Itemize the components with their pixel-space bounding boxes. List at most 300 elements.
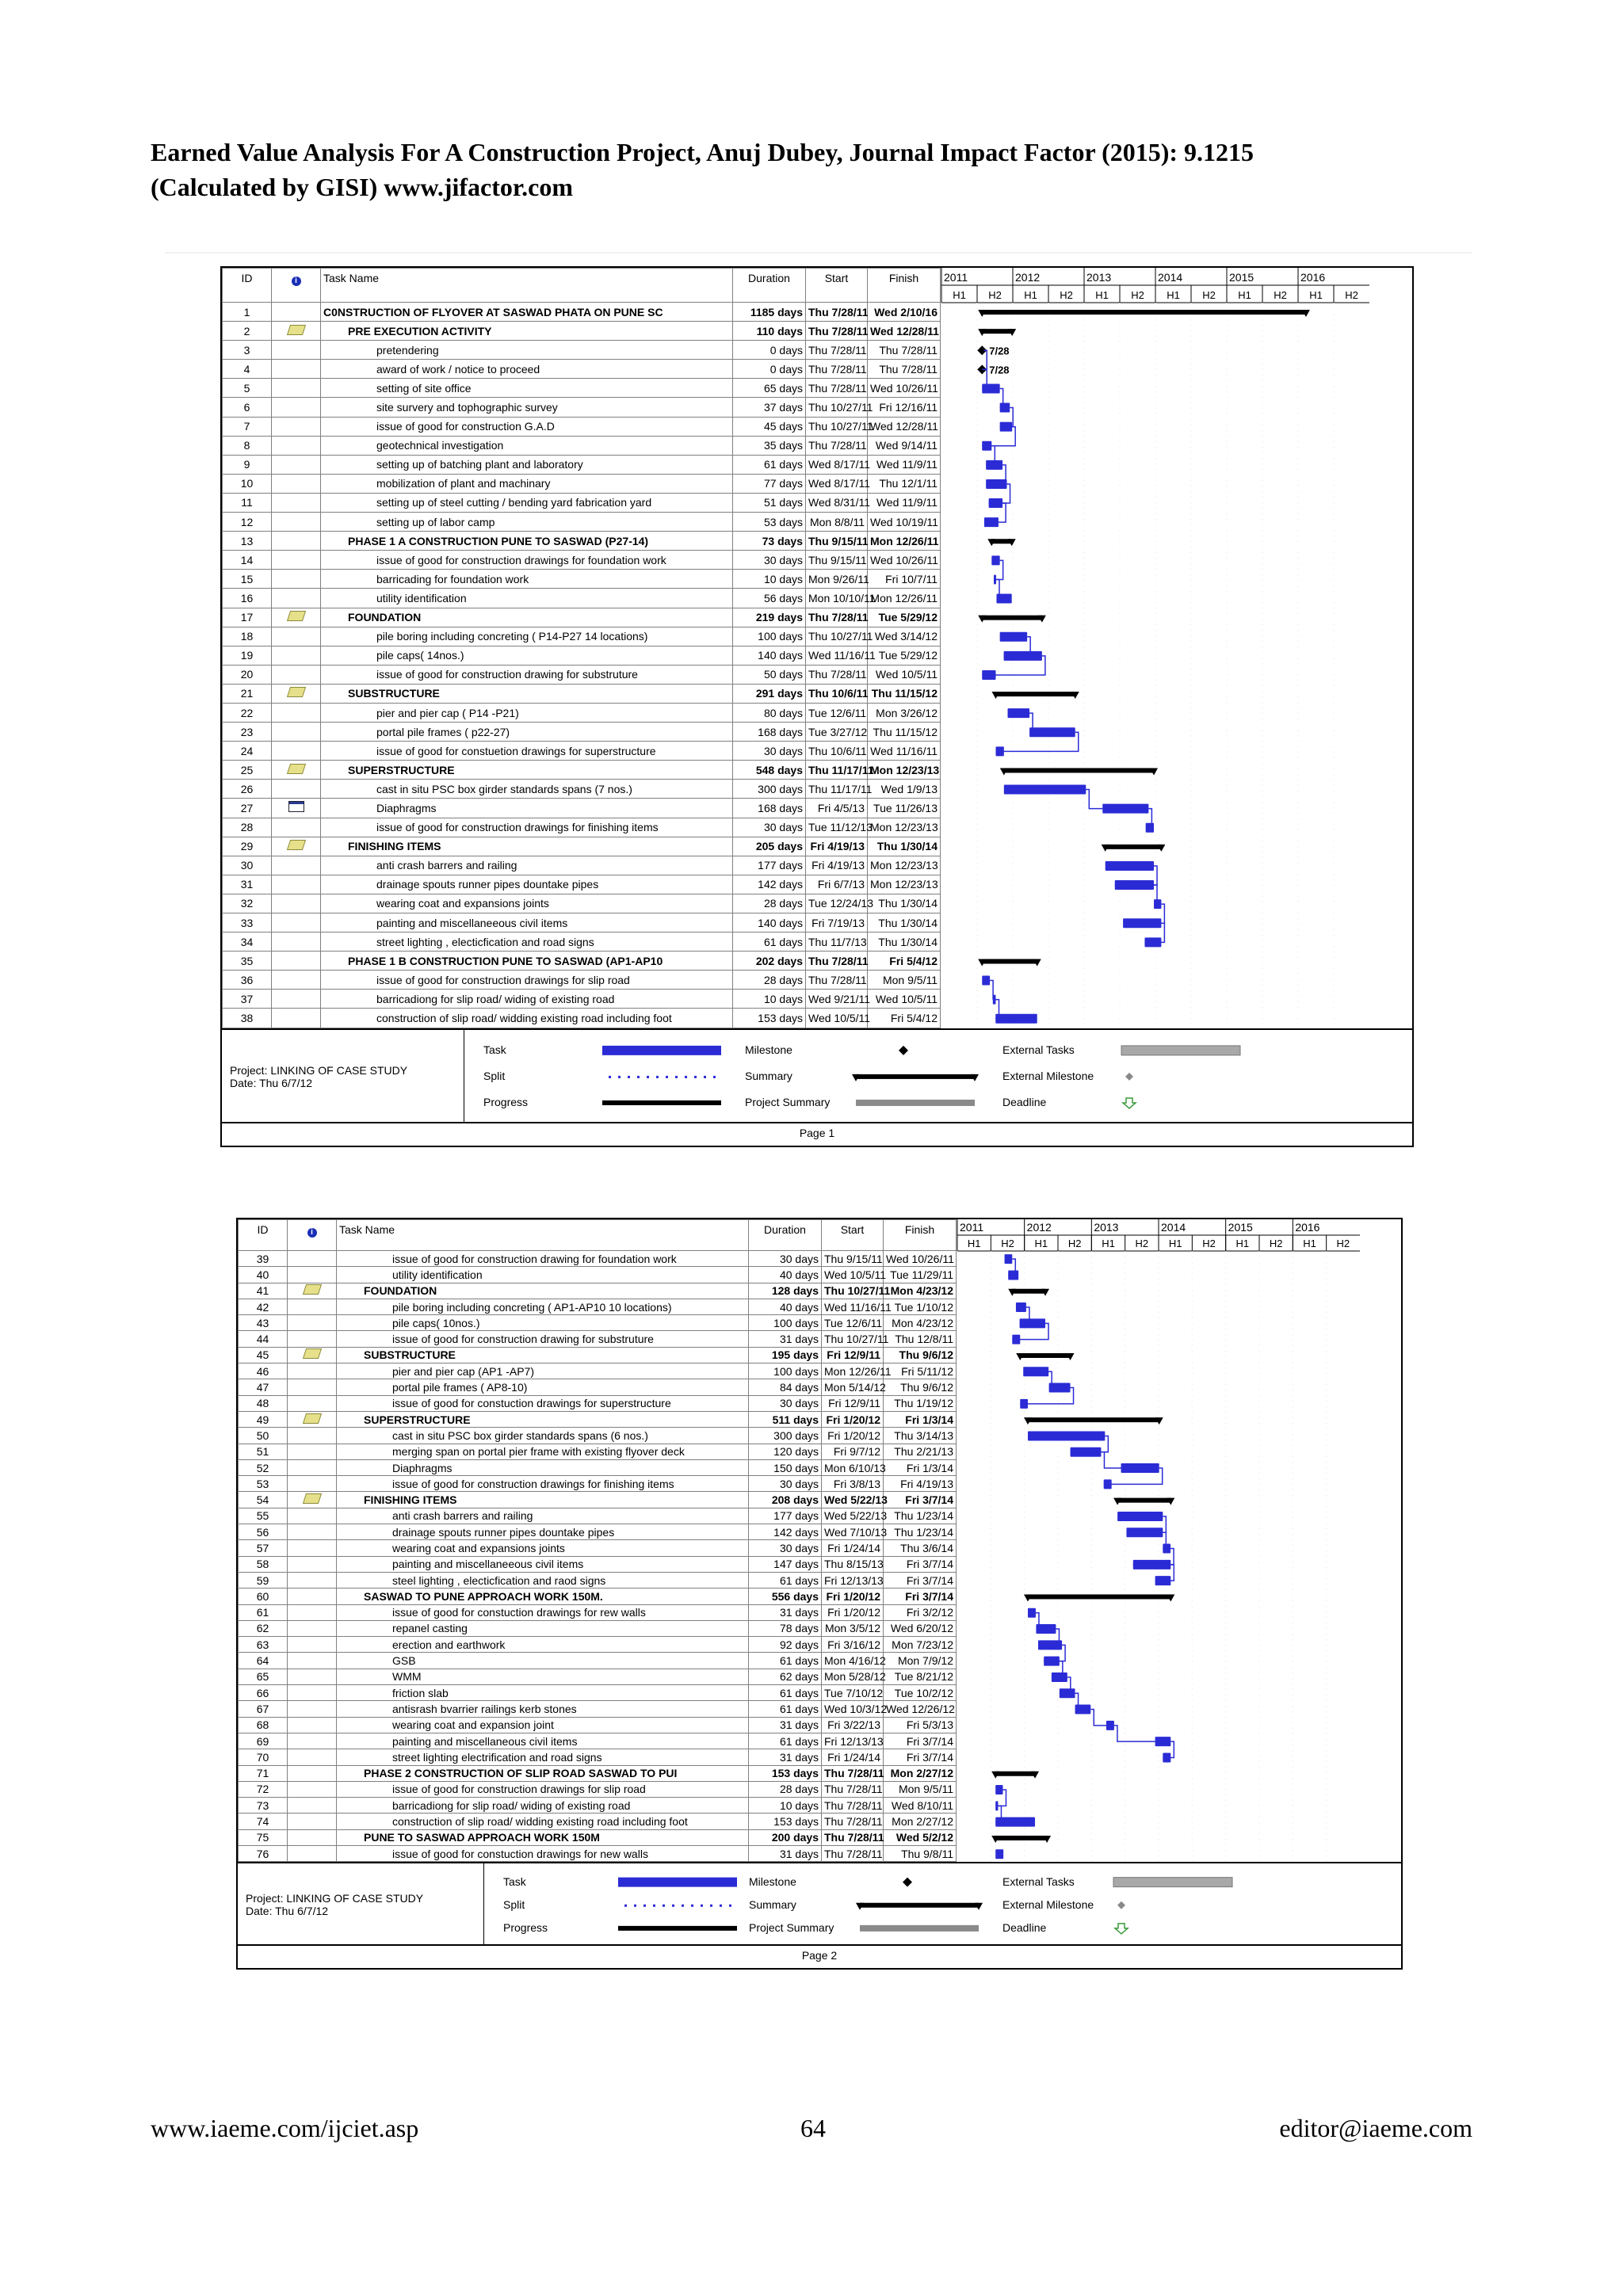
task-name[interactable]: GSB: [337, 1653, 749, 1669]
column-header-finish[interactable]: Finish: [884, 1220, 957, 1251]
task-row[interactable]: [239, 1363, 957, 1379]
task-row[interactable]: [223, 933, 941, 952]
task-row[interactable]: [239, 1604, 957, 1620]
task-row[interactable]: [223, 1009, 941, 1028]
task-finish: Thu 7/28/11: [868, 341, 941, 360]
task-indicator: [272, 360, 321, 379]
task-row[interactable]: [239, 1331, 957, 1347]
task-name[interactable]: portal pile frames ( AP8-10): [337, 1379, 749, 1395]
task-finish: Tue 5/29/12: [868, 608, 941, 627]
task-finish: Thu 1/30/14: [868, 913, 941, 933]
task-row[interactable]: [239, 1379, 957, 1395]
task-finish: Wed 12/26/12: [884, 1701, 957, 1717]
task-start: Thu 7/28/11: [806, 379, 868, 398]
column-header-start[interactable]: Start: [822, 1220, 884, 1251]
task-indicator: [288, 1653, 337, 1669]
task-row[interactable]: [223, 627, 941, 646]
task-bar[interactable]: [1106, 861, 1154, 871]
task-duration: 142 days: [749, 1524, 822, 1540]
task-row[interactable]: [223, 474, 941, 493]
task-duration: 168 days: [733, 723, 806, 742]
task-row[interactable]: [239, 1814, 957, 1829]
legend-split-dot: [691, 1905, 693, 1907]
column-header-task-name[interactable]: Task Name: [321, 269, 733, 303]
footer-url[interactable]: www.iaeme.com/ijciet.asp: [151, 2114, 419, 2142]
task-name[interactable]: antisrash bvarrier railings kerb stones: [337, 1701, 749, 1717]
task-row[interactable]: [239, 1347, 957, 1363]
task-name[interactable]: anti crash barrers and railing: [337, 1508, 749, 1524]
task-duration: 40 days: [749, 1299, 822, 1314]
task-row[interactable]: [223, 990, 941, 1009]
task-row[interactable]: [223, 379, 941, 398]
task-row[interactable]: [239, 1572, 957, 1588]
task-row[interactable]: [223, 894, 941, 913]
task-start: Tue 12/6/11: [822, 1315, 884, 1331]
task-name[interactable]: drainage spouts runner pipes dountake pipes: [337, 1524, 749, 1540]
task-row[interactable]: [223, 646, 941, 665]
task-row[interactable]: [223, 875, 941, 894]
task-name[interactable]: issue of good for constuction drawings for new walls: [337, 1845, 749, 1861]
task-indicator: [288, 1556, 337, 1572]
task-bar[interactable]: [1117, 1512, 1163, 1521]
task-name[interactable]: erection and earthwork: [337, 1637, 749, 1653]
task-indicator: [288, 1637, 337, 1653]
gantt-chart: [957, 1219, 1360, 1862]
task-name[interactable]: issue of good for construction drawings for foundation work: [321, 551, 733, 570]
task-id: 41: [239, 1283, 288, 1299]
task-duration: 31 days: [749, 1331, 822, 1347]
task-name[interactable]: wearing coat and expansions joints: [337, 1540, 749, 1556]
task-row[interactable]: [223, 436, 941, 455]
task-name[interactable]: pile boring including concreting ( AP1-AP10 10 locations): [337, 1299, 749, 1314]
task-row[interactable]: [239, 1845, 957, 1861]
task-indicator: [272, 646, 321, 665]
task-bar[interactable]: [1121, 1463, 1159, 1473]
task-id: 71: [239, 1765, 288, 1781]
task-row[interactable]: [223, 780, 941, 799]
task-row[interactable]: [223, 703, 941, 722]
column-header-indicators[interactable]: [288, 1220, 337, 1251]
task-name[interactable]: SASWAD TO PUNE APPROACH WORK 150M.: [337, 1589, 749, 1604]
task-bar[interactable]: [1000, 632, 1027, 642]
column-header-finish[interactable]: Finish: [868, 269, 941, 303]
summary-bar[interactable]: [982, 959, 1037, 963]
task-row[interactable]: [239, 1653, 957, 1669]
legend-external-milestone-label: External Milestone: [1002, 1069, 1094, 1082]
task-name[interactable]: SUBSTRUCTURE: [321, 684, 733, 703]
task-name[interactable]: award of work / notice to proceed: [321, 360, 733, 379]
task-row[interactable]: [223, 952, 941, 971]
task-name[interactable]: utility identification: [337, 1267, 749, 1283]
task-indicator: [288, 1379, 337, 1395]
legend-external-tasks-symbol: [1121, 1046, 1240, 1055]
task-name[interactable]: street lighting , electicfication and road signs: [321, 933, 733, 952]
task-row[interactable]: [223, 360, 941, 379]
task-row[interactable]: [239, 1492, 957, 1508]
task-name[interactable]: WMM: [337, 1669, 749, 1684]
task-row[interactable]: [223, 493, 941, 512]
task-row[interactable]: [239, 1283, 957, 1299]
summary-bar[interactable]: [982, 310, 1306, 315]
task-id: 55: [239, 1508, 288, 1524]
task-start: Fri 3/22/13: [822, 1717, 884, 1733]
legend-task-symbol: [618, 1878, 737, 1887]
task-row[interactable]: [223, 341, 941, 360]
task-row[interactable]: [239, 1508, 957, 1524]
task-start: Fri 1/20/12: [822, 1589, 884, 1604]
summary-bar[interactable]: [1004, 768, 1154, 772]
task-indicator: [288, 1685, 337, 1701]
task-finish: Wed 10/26/11: [884, 1251, 957, 1267]
task-start: Tue 12/6/11: [806, 703, 868, 722]
task-bar[interactable]: [995, 1785, 1002, 1794]
task-id: 54: [239, 1492, 288, 1508]
task-id: 53: [239, 1476, 288, 1492]
task-duration: 556 days: [749, 1589, 822, 1604]
task-name[interactable]: merging span on portal pier frame with existing flyover deck: [337, 1444, 749, 1459]
task-row[interactable]: [239, 1765, 957, 1781]
task-finish: Thu 2/21/13: [884, 1444, 957, 1459]
task-indicator: [272, 684, 321, 703]
legend-split-dot: [713, 1076, 716, 1078]
task-name[interactable]: issue of good for construction drawing for foundation work: [337, 1251, 749, 1267]
task-name[interactable]: issue of good for construction drawings for finishing items: [337, 1476, 749, 1492]
task-row[interactable]: [223, 608, 941, 627]
task-finish: Fri 3/7/14: [884, 1572, 957, 1588]
year-label: 2013: [1094, 1221, 1119, 1234]
task-row[interactable]: [223, 723, 941, 742]
task-name[interactable]: steel lighting , electicfication and raod signs: [337, 1572, 749, 1588]
task-indicator: [288, 1733, 337, 1749]
task-row[interactable]: [223, 799, 941, 818]
task-bar[interactable]: [1106, 1721, 1114, 1730]
summary-bar[interactable]: [982, 329, 1012, 334]
task-indicator: [288, 1540, 337, 1556]
task-table: [238, 1219, 957, 1862]
task-row[interactable]: [239, 1620, 957, 1636]
dependency-link: [1114, 1726, 1155, 1741]
task-name[interactable]: utility identification: [321, 589, 733, 608]
task-name[interactable]: setting up of steel cutting / bending yard fabrication yard: [321, 493, 733, 512]
column-header-duration[interactable]: Duration: [733, 269, 806, 303]
table-header-row: [239, 1220, 957, 1251]
task-bar[interactable]: [995, 1849, 1003, 1859]
task-bar[interactable]: [995, 1014, 1037, 1024]
task-duration: 61 days: [749, 1733, 822, 1749]
column-header-indicators[interactable]: [272, 269, 321, 303]
task-start: Thu 7/28/11: [806, 303, 868, 322]
legend-split-dot: [710, 1905, 712, 1907]
task-row[interactable]: [223, 665, 941, 684]
task-start: Fri 3/8/13: [822, 1476, 884, 1492]
task-id: 75: [239, 1829, 288, 1845]
task-finish: Fri 3/7/14: [884, 1749, 957, 1765]
task-name[interactable]: street lighting electrification and road signs: [337, 1749, 749, 1765]
summary-bar[interactable]: [995, 692, 1075, 696]
task-bar[interactable]: [1005, 1254, 1013, 1264]
task-name[interactable]: PHASE 1 B CONSTRUCTION PUNE TO SASWAD (AP1-AP10: [321, 952, 733, 971]
task-row[interactable]: [239, 1556, 957, 1572]
task-name[interactable]: issue of good for construction drawings for slip road: [321, 971, 733, 990]
task-name[interactable]: painting and miscellaneeous civil items: [321, 913, 733, 933]
task-name[interactable]: SUPERSTRUCTURE: [337, 1411, 749, 1427]
task-name[interactable]: geotechnical investigation: [321, 436, 733, 455]
task-indicator: [288, 1589, 337, 1604]
task-name[interactable]: pier and pier cap (AP1 -AP7): [337, 1363, 749, 1379]
task-row[interactable]: [239, 1267, 957, 1283]
legend-deadline-label: Deadline: [1002, 1921, 1047, 1935]
task-bar[interactable]: [1029, 727, 1075, 737]
column-header-id[interactable]: ID: [223, 269, 272, 303]
legend-external-tasks-label: External Tasks: [1002, 1875, 1075, 1889]
task-name[interactable]: PHASE 2 CONSTRUCTION OF SLIP ROAD SASWAD TO PUI: [337, 1765, 749, 1781]
task-name[interactable]: wearing coat and expansion joint: [337, 1717, 749, 1733]
task-name[interactable]: C0NSTRUCTION OF FLYOVER AT SASWAD PHATA ON PUNE SC: [321, 303, 733, 322]
task-id: 35: [223, 952, 272, 971]
task-row[interactable]: [239, 1685, 957, 1701]
legend-box: [238, 1862, 1401, 1946]
task-row[interactable]: [239, 1589, 957, 1604]
task-row[interactable]: [239, 1444, 957, 1459]
task-id: 62: [239, 1620, 288, 1636]
task-name[interactable]: setting up of labor camp: [321, 513, 733, 532]
task-duration: 140 days: [733, 913, 806, 933]
task-name[interactable]: pier and pier cap ( P14 -P21): [321, 703, 733, 722]
task-row[interactable]: [239, 1637, 957, 1653]
task-name[interactable]: site survery and tophographic survey: [321, 398, 733, 417]
task-indicator: [272, 455, 321, 474]
task-name[interactable]: mobilization of plant and machinary: [321, 474, 733, 493]
task-name[interactable]: setting up of batching plant and laboratory: [321, 455, 733, 474]
task-row[interactable]: [223, 417, 941, 436]
task-id: 34: [223, 933, 272, 952]
task-row[interactable]: [223, 570, 941, 589]
task-row[interactable]: [223, 513, 941, 532]
task-row[interactable]: [239, 1315, 957, 1331]
task-id: 50: [239, 1428, 288, 1444]
task-row[interactable]: [239, 1540, 957, 1556]
task-start: Fri 4/19/13: [806, 837, 868, 856]
task-name[interactable]: issue of good for construction G.A.D: [321, 417, 733, 436]
legend-project-summary-label: Project Summary: [749, 1921, 834, 1935]
task-row[interactable]: [239, 1395, 957, 1411]
task-bar[interactable]: [1155, 1737, 1171, 1746]
task-duration: 153 days: [749, 1765, 822, 1781]
legend-split-dot: [729, 1905, 731, 1907]
task-row[interactable]: [239, 1476, 957, 1492]
task-name[interactable]: portal pile frames ( p22-27): [321, 723, 733, 742]
task-bar[interactable]: [991, 555, 999, 565]
task-row[interactable]: [223, 398, 941, 417]
task-row[interactable]: [239, 1733, 957, 1749]
task-name[interactable]: issue of good for construction drawings for slip road: [337, 1781, 749, 1797]
task-name[interactable]: drainage spouts runner pipes dountake pipes: [321, 875, 733, 894]
task-indicator: [288, 1267, 337, 1283]
task-id: 45: [239, 1347, 288, 1363]
task-name[interactable]: issue of good for construction drawing for substruture: [337, 1331, 749, 1347]
task-row[interactable]: [223, 742, 941, 761]
task-finish: Mon 7/9/12: [884, 1653, 957, 1669]
column-header-task-name[interactable]: Task Name: [337, 1220, 749, 1251]
task-row[interactable]: [223, 303, 941, 322]
task-duration: 30 days: [733, 742, 806, 761]
task-row[interactable]: [223, 684, 941, 703]
half-label: H2: [1067, 1238, 1082, 1249]
task-name[interactable]: cast in situ PSC box girder standards spans (6 nos.): [337, 1428, 749, 1444]
column-header-id[interactable]: ID: [239, 1220, 288, 1251]
task-id: 33: [223, 913, 272, 933]
task-name[interactable]: setting of site office: [321, 379, 733, 398]
task-table: [222, 268, 941, 1028]
task-row[interactable]: [239, 1428, 957, 1444]
task-name[interactable]: friction slab: [337, 1685, 749, 1701]
task-row[interactable]: [223, 818, 941, 837]
task-name[interactable]: anti crash barrers and railing: [321, 856, 733, 875]
task-finish: Wed 3/14/12: [868, 627, 941, 646]
year-label: 2011: [944, 271, 968, 284]
task-row[interactable]: [223, 856, 941, 875]
task-name[interactable]: construction of slip road/ widding existing road including foot: [321, 1009, 733, 1028]
task-duration: 62 days: [749, 1669, 822, 1684]
task-name[interactable]: issue of good for constuetion drawings for superstructure: [321, 742, 733, 761]
task-row[interactable]: [223, 837, 941, 856]
task-row[interactable]: [239, 1781, 957, 1797]
task-indicator: [272, 436, 321, 455]
task-name[interactable]: FINISHING ITEMS: [337, 1492, 749, 1508]
column-header-duration[interactable]: Duration: [749, 1220, 822, 1251]
task-name[interactable]: repanel casting: [337, 1620, 749, 1636]
task-name[interactable]: pile caps( 10nos.): [337, 1315, 749, 1331]
task-row[interactable]: [223, 322, 941, 341]
task-name[interactable]: PUNE TO SASWAD APPROACH WORK 150M: [337, 1829, 749, 1845]
task-name[interactable]: cast in situ PSC box girder standards spans (7 nos.): [321, 780, 733, 799]
task-row[interactable]: [239, 1749, 957, 1765]
task-name[interactable]: Diaphragms: [321, 799, 733, 818]
task-row[interactable]: [239, 1524, 957, 1540]
task-start: Mon 4/16/12: [822, 1653, 884, 1669]
task-name[interactable]: painting and miscellaneeous civil items: [337, 1556, 749, 1572]
task-id: 73: [239, 1798, 288, 1814]
footer-email[interactable]: editor@iaeme.com: [1279, 2114, 1472, 2142]
task-name[interactable]: barricading for foundation work: [321, 570, 733, 589]
task-row[interactable]: [239, 1411, 957, 1427]
summary-bar[interactable]: [1028, 1594, 1170, 1599]
task-row[interactable]: [223, 971, 941, 990]
summary-bar[interactable]: [1117, 1498, 1170, 1503]
task-bar[interactable]: [1102, 804, 1148, 814]
task-name[interactable]: painting and miscellaneous civil items: [337, 1733, 749, 1749]
task-name[interactable]: SUBSTRUCTURE: [337, 1347, 749, 1363]
task-name[interactable]: issue of good for constuction drawings for rew walls: [337, 1604, 749, 1620]
legend-deadline-arrow-icon: [1115, 1924, 1128, 1934]
task-bar[interactable]: [1028, 1608, 1036, 1618]
task-name[interactable]: Diaphragms: [337, 1459, 749, 1475]
task-row[interactable]: [223, 589, 941, 608]
task-duration: 37 days: [733, 398, 806, 417]
task-indicator: [272, 837, 321, 856]
task-row[interactable]: [239, 1459, 957, 1475]
task-name[interactable]: pile caps( 14nos.): [321, 646, 733, 665]
task-row[interactable]: [223, 761, 941, 780]
summary-bar[interactable]: [1106, 845, 1162, 849]
task-row[interactable]: [239, 1251, 957, 1267]
year-label: 2014: [1158, 271, 1183, 284]
dependency-link: [1090, 1710, 1106, 1726]
task-row[interactable]: [239, 1669, 957, 1684]
summary-bar[interactable]: [1028, 1417, 1159, 1422]
task-row[interactable]: [223, 551, 941, 570]
task-finish: Thu 1/23/14: [884, 1524, 957, 1540]
task-bar[interactable]: [982, 976, 990, 986]
info-icon: i: [307, 1228, 317, 1238]
task-bar[interactable]: [1008, 708, 1030, 718]
task-name[interactable]: wearing coat and expansions joints: [321, 894, 733, 913]
task-duration: 0 days: [733, 341, 806, 360]
task-row[interactable]: [239, 1701, 957, 1717]
summary-bar[interactable]: [995, 1772, 1035, 1776]
task-id: 17: [223, 608, 272, 627]
legend-project-name: Project: LINKING OF CASE STUDY: [246, 1892, 424, 1905]
note-icon: [302, 1284, 321, 1295]
task-name[interactable]: pile boring including concreting ( P14-P27 14 locations): [321, 627, 733, 646]
task-bar[interactable]: [1004, 785, 1086, 795]
task-name[interactable]: FINISHING ITEMS: [321, 837, 733, 856]
task-bar[interactable]: [1028, 1431, 1105, 1440]
task-row[interactable]: [223, 913, 941, 933]
task-id: 43: [239, 1315, 288, 1331]
task-row[interactable]: [239, 1717, 957, 1733]
task-finish: Wed 10/19/11: [868, 513, 941, 532]
task-indicator: [272, 379, 321, 398]
legend-split-dot: [624, 1905, 627, 1907]
task-name[interactable]: issue of good for constuction drawings for superstructure: [337, 1395, 749, 1411]
summary-bar[interactable]: [1020, 1353, 1070, 1358]
summary-bar[interactable]: [1012, 1289, 1045, 1294]
task-id: 2: [223, 322, 272, 341]
task-name[interactable]: PRE EXECUTION ACTIVITY: [321, 322, 733, 341]
task-id: 10: [223, 474, 272, 493]
task-start: Thu 11/17/11: [806, 761, 868, 780]
task-row[interactable]: [223, 455, 941, 474]
legend-split-dot: [663, 1905, 665, 1907]
task-name[interactable]: issue of good for construction drawing for substruture: [321, 665, 733, 684]
task-name[interactable]: SUPERSTRUCTURE: [321, 761, 733, 780]
task-duration: 77 days: [733, 474, 806, 493]
task-name[interactable]: barricadiong for slip road/ widing of existing road: [321, 990, 733, 1009]
milestone-label: 7/28: [989, 345, 1010, 357]
summary-bar[interactable]: [995, 1836, 1047, 1840]
summary-bar[interactable]: [982, 616, 1042, 620]
task-duration: 142 days: [733, 875, 806, 894]
task-name[interactable]: issue of good for construction drawings for finishing items: [321, 818, 733, 837]
task-name[interactable]: barricadiong for slip road/ widing of existing road: [337, 1798, 749, 1814]
task-row[interactable]: [223, 532, 941, 551]
task-name[interactable]: FOUNDATION: [321, 608, 733, 627]
half-label: H2: [1274, 289, 1287, 301]
task-indicator: [272, 761, 321, 780]
task-name[interactable]: FOUNDATION: [337, 1283, 749, 1299]
task-row[interactable]: [239, 1798, 957, 1814]
task-name[interactable]: construction of slip road/ widding existing road including foot: [337, 1814, 749, 1829]
task-row[interactable]: [239, 1299, 957, 1314]
task-name[interactable]: PHASE 1 A CONSTRUCTION PUNE TO SASWAD (P27-14): [321, 532, 733, 551]
column-header-start[interactable]: Start: [806, 269, 868, 303]
task-bar[interactable]: [1016, 1302, 1026, 1312]
task-id: 19: [223, 646, 272, 665]
task-bar[interactable]: [1023, 1367, 1048, 1376]
task-row[interactable]: [239, 1829, 957, 1845]
task-name[interactable]: pretendering: [321, 341, 733, 360]
